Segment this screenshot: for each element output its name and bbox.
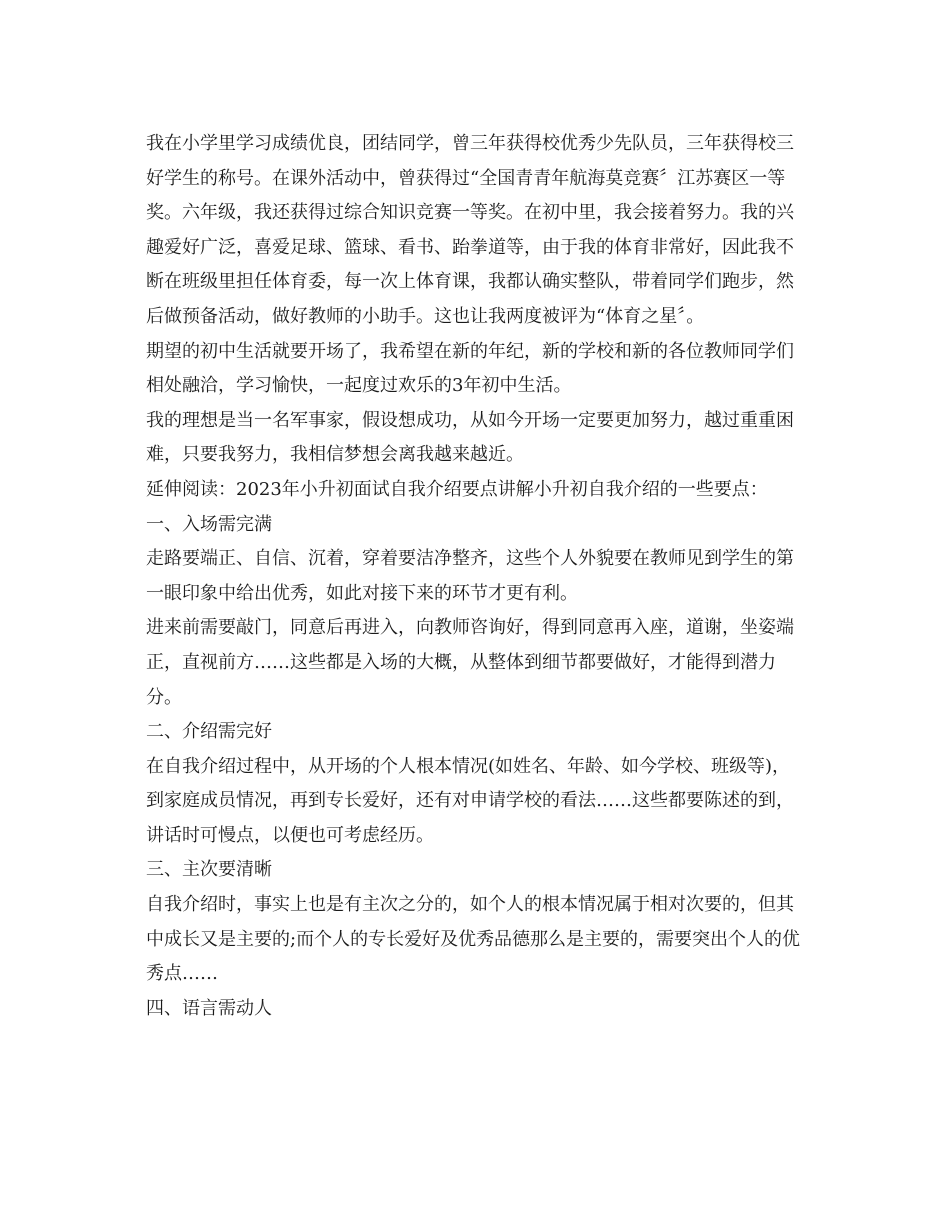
paragraph-expectation: 期望的初中生活就要开场了，我希望在新的年纪，新的学校和新的各位教师同学们相处融洽，学习愉快，一起度过欢乐的3年初中生活。 (146, 340, 794, 397)
heading-introduction: 二、介绍需完好 (146, 721, 272, 743)
paragraph-extended-reading: 延伸阅读：2023年小升初面试自我介绍要点讲解小升初自我介绍的一些要点： (146, 478, 768, 500)
heading-priorities: 三、主次要清晰 (146, 859, 272, 881)
paragraph-priorities-content: 自我介绍时，事实上也是有主次之分的，如个人的根本情况属于相对次要的，但其中成长又是主要的;而个人的专长爱好及优秀品德那么是主要的，需要突出个人的优秀点…… (146, 894, 801, 985)
document-body (146, 127, 806, 1026)
paragraph-introduction-content: 在自我介绍过程中，从开场的个人根本情况(如姓名、年龄、如今学校、班级等)，到家庭成员情况，再到专长爱好，还有对申请学校的看法……这些都要陈述的到，讲话时可慢点，以便也可考虑经历。 (146, 755, 794, 846)
heading-entrance: 一、入场需完满 (146, 513, 272, 535)
paragraph-honors: 我在小学里学习成绩优良，团结同学，曾三年获得校优秀少先队员，三年获得校三好学生的称号。在课外活动中，曾获得过“全国青青年航海莫竞赛〞江苏赛区一等奖。六年级，我还获得过综合知识竞赛一等奖。在初中里，我会接着努力。我的兴趣爱好广泛，喜爱足球、篮球、看书、跆拳道等，由于我的体育非常好，因此我不断在班级里担任体育委，每一次上体育课，我都认确实整队，带着同学们跑步，然后做预备活动，做好教师的小助手。这也让我两度被评为“体育之星〞。 (146, 133, 794, 327)
heading-language: 四、语言需动人 (146, 997, 272, 1019)
paragraph-etiquette: 进来前需要敲门，同意后再进入，向教师咨询好，得到同意再入座，道谢，坐姿端正，直视前方……这些都是入场的大概，从整体到细节都要做好，才能得到潜力分。 (146, 617, 794, 708)
paragraph-appearance: 走路要端正、自信、沉着，穿着要洁净整齐，这些个人外貌要在教师见到学生的第一眼印象中给出优秀，如此对接下来的环节才更有利。 (146, 548, 794, 604)
paragraph-ideal: 我的理想是当一名军事家，假设想成功，从如今开场一定要更加努力，越过重重困难，只要我努力，我相信梦想会离我越来越近。 (146, 409, 794, 466)
